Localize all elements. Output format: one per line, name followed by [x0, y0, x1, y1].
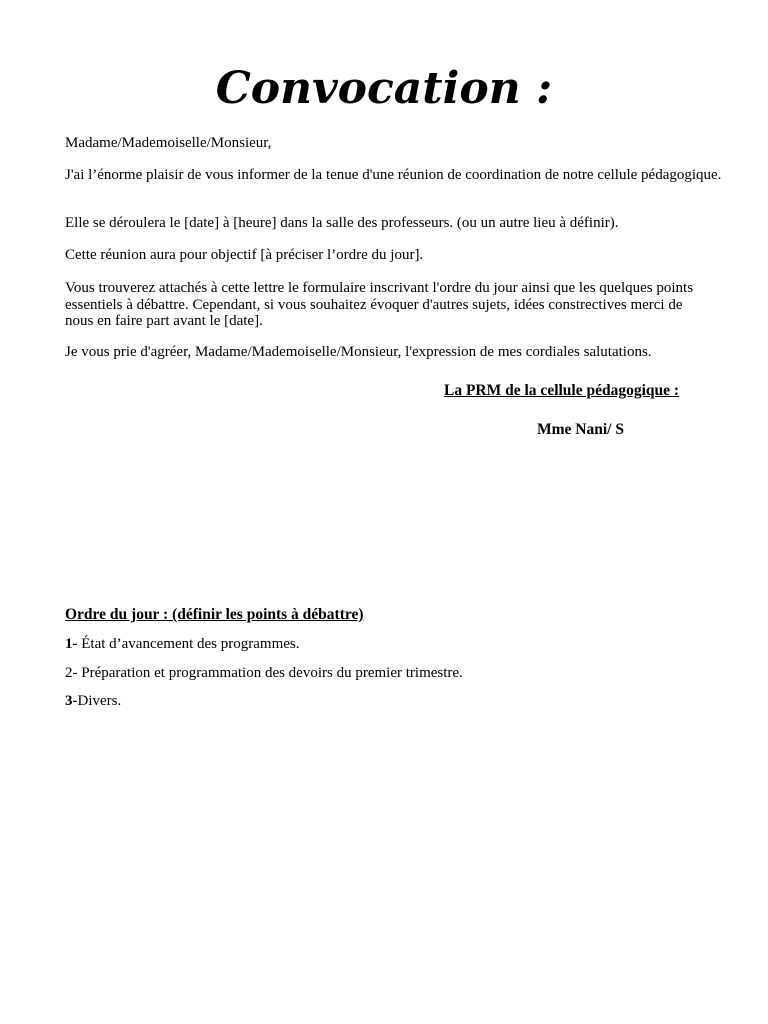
signature-name: Mme Nani/ S [537, 421, 624, 438]
agenda-item-text: État d’avancement des programmes. [77, 636, 300, 652]
agenda-item-number: 3- [65, 693, 78, 709]
agenda-item [65, 692, 121, 710]
agenda-item-text: Préparation et programmation des devoirs du premier trimestre. [77, 665, 463, 681]
agenda-item-text: Divers. [77, 693, 122, 709]
paragraph-objective: Cette réunion aura pour objectif [à préciser l’ordre du jour]. [65, 247, 424, 263]
signature-role: La PRM de la cellule pédagogique : [444, 382, 680, 399]
salutation: Madame/Mademoiselle/Monsieur, [65, 135, 272, 151]
paragraph-date-place: Elle se déroulera le [date] à [heure] dans la salle des professeurs. (ou un autre lieu à définir). [65, 215, 619, 231]
agenda-heading: Ordre du jour : (définir les points à débattre) [65, 606, 364, 623]
agenda-item [65, 664, 463, 682]
paragraph-attachments: Vous trouverez attachés à cette lettre le formulaire inscrivant l'ordre du jour ainsi que les quelques points essentiels à débattre. Cependant, si vous souhaitez évoquer d'autres sujets, idées constrectives merci de nous en faire part avant le [date]. [65, 280, 694, 329]
paragraph-closing: Je vous prie d'agréer, Madame/Mademoiselle/Monsieur, l'expression de mes cordiales salutations. [65, 344, 652, 360]
agenda-item [65, 635, 300, 653]
agenda-item-number: 2- [65, 665, 78, 681]
paragraph-intro: J'ai l’énorme plaisir de vous informer de la tenue d'une réunion de coordination de notre cellule pédagogique. [65, 167, 722, 183]
agenda-item-number: 1- [65, 636, 78, 652]
document-title: Convocation : [215, 63, 553, 114]
